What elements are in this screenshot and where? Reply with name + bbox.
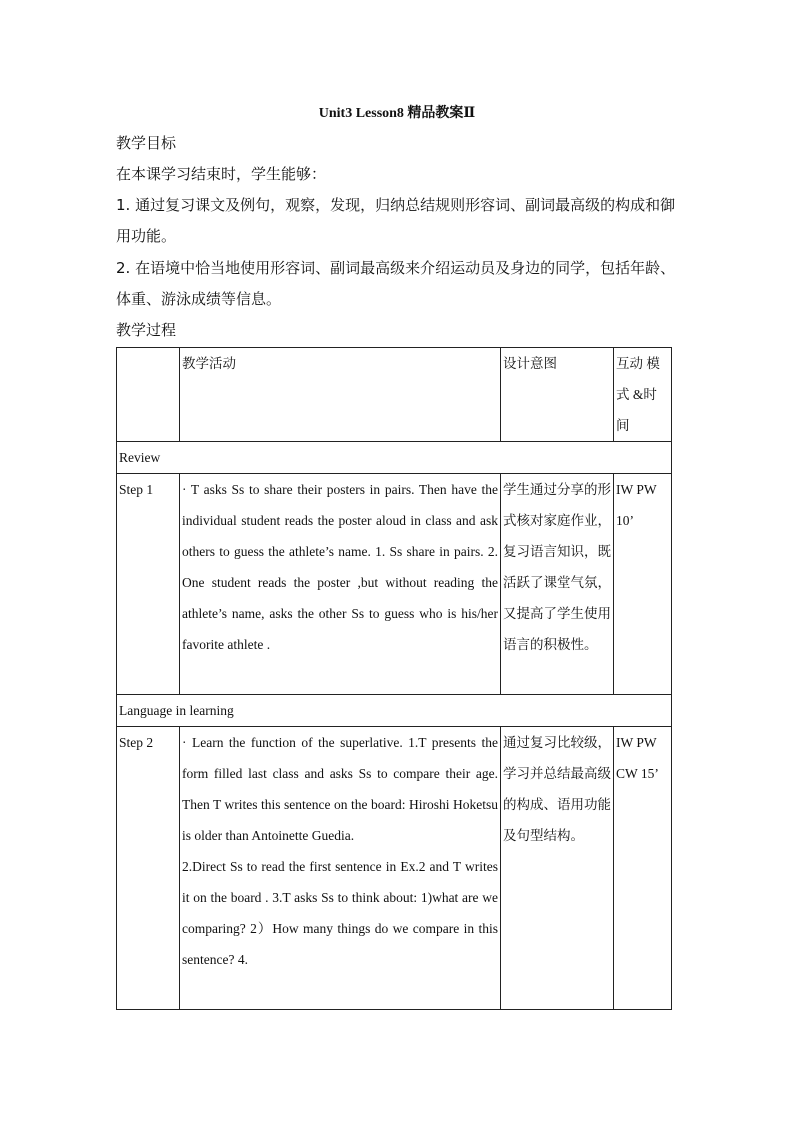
header-cell-activity: 教学活动 — [180, 348, 501, 442]
mode-cell: IW PW 10’ — [614, 474, 672, 695]
header-cell-blank — [117, 348, 180, 442]
step-label: Step 2 — [117, 727, 180, 1010]
table-row — [117, 474, 672, 695]
step-label: Step 1 — [117, 474, 180, 695]
section-row-language: Language in learning — [117, 695, 672, 727]
document-title: Unit3 Lesson8 精品教案Ⅱ — [318, 106, 476, 121]
table-row — [117, 727, 672, 1010]
header-cell-mode: 互动 模式 &时间 — [614, 348, 672, 442]
section-row-review: Review — [117, 442, 672, 474]
header-cell-intent: 设计意图 — [501, 348, 614, 442]
goals-intro: 在本课学习结束时，学生能够： — [116, 165, 327, 183]
activity-cell: · T asks Ss to share their posters in pairs. Then have the individual student reads the poster aloud in class and ask others to guess the athlete’s name. 1. Ss share in pairs. 2. One student reads the poster ,but without reading the athlete’s name, asks the other Ss to guess who is his/her favorite athlete . — [180, 474, 501, 695]
mode-cell: IW PW CW 15’ — [614, 727, 672, 1010]
goal-item-1: 1. 通过复习课文及例句，观察，发现，归纳总结规则形容词、副词最高级的构成和御用功能。 — [116, 196, 676, 245]
intent-cell: 学生通过分享的形式核对家庭作业，复习语言知识，既活跃了课堂气氛，又提高了学生使用语言的积极性。 — [501, 474, 614, 695]
section-heading-goals: 教学目标 — [116, 134, 177, 152]
section-heading-process: 教学过程 — [116, 321, 177, 339]
activity-cell — [180, 727, 501, 1010]
activity-paragraph: · Learn the function of the superlative. 1.T presents the form filled last class and asks Ss to compare their age. Then T writes this sentence on the board: Hiroshi Hoketsu is older than Antoinette Guedia. — [182, 735, 498, 843]
table-row — [117, 695, 672, 727]
intent-cell: 通过复习比较级，学习并总结最高级的构成、语用功能及句型结构。 — [501, 727, 614, 1010]
lesson-plan-table — [116, 347, 672, 1010]
table-header-row — [117, 348, 672, 442]
table-row — [117, 442, 672, 474]
activity-paragraph: 2.Direct Ss to read the first sentence in Ex.2 and T writes it on the board . 3.T asks Ss to think about: 1)what are we comparing? 2）How many things do we compare in this sentence? 4. — [182, 859, 498, 967]
goal-item-2: 2. 在语境中恰当地使用形容词、副词最高级来介绍运动员及身边的同学，包括年龄、体重、游泳成绩等信息。 — [116, 259, 676, 308]
